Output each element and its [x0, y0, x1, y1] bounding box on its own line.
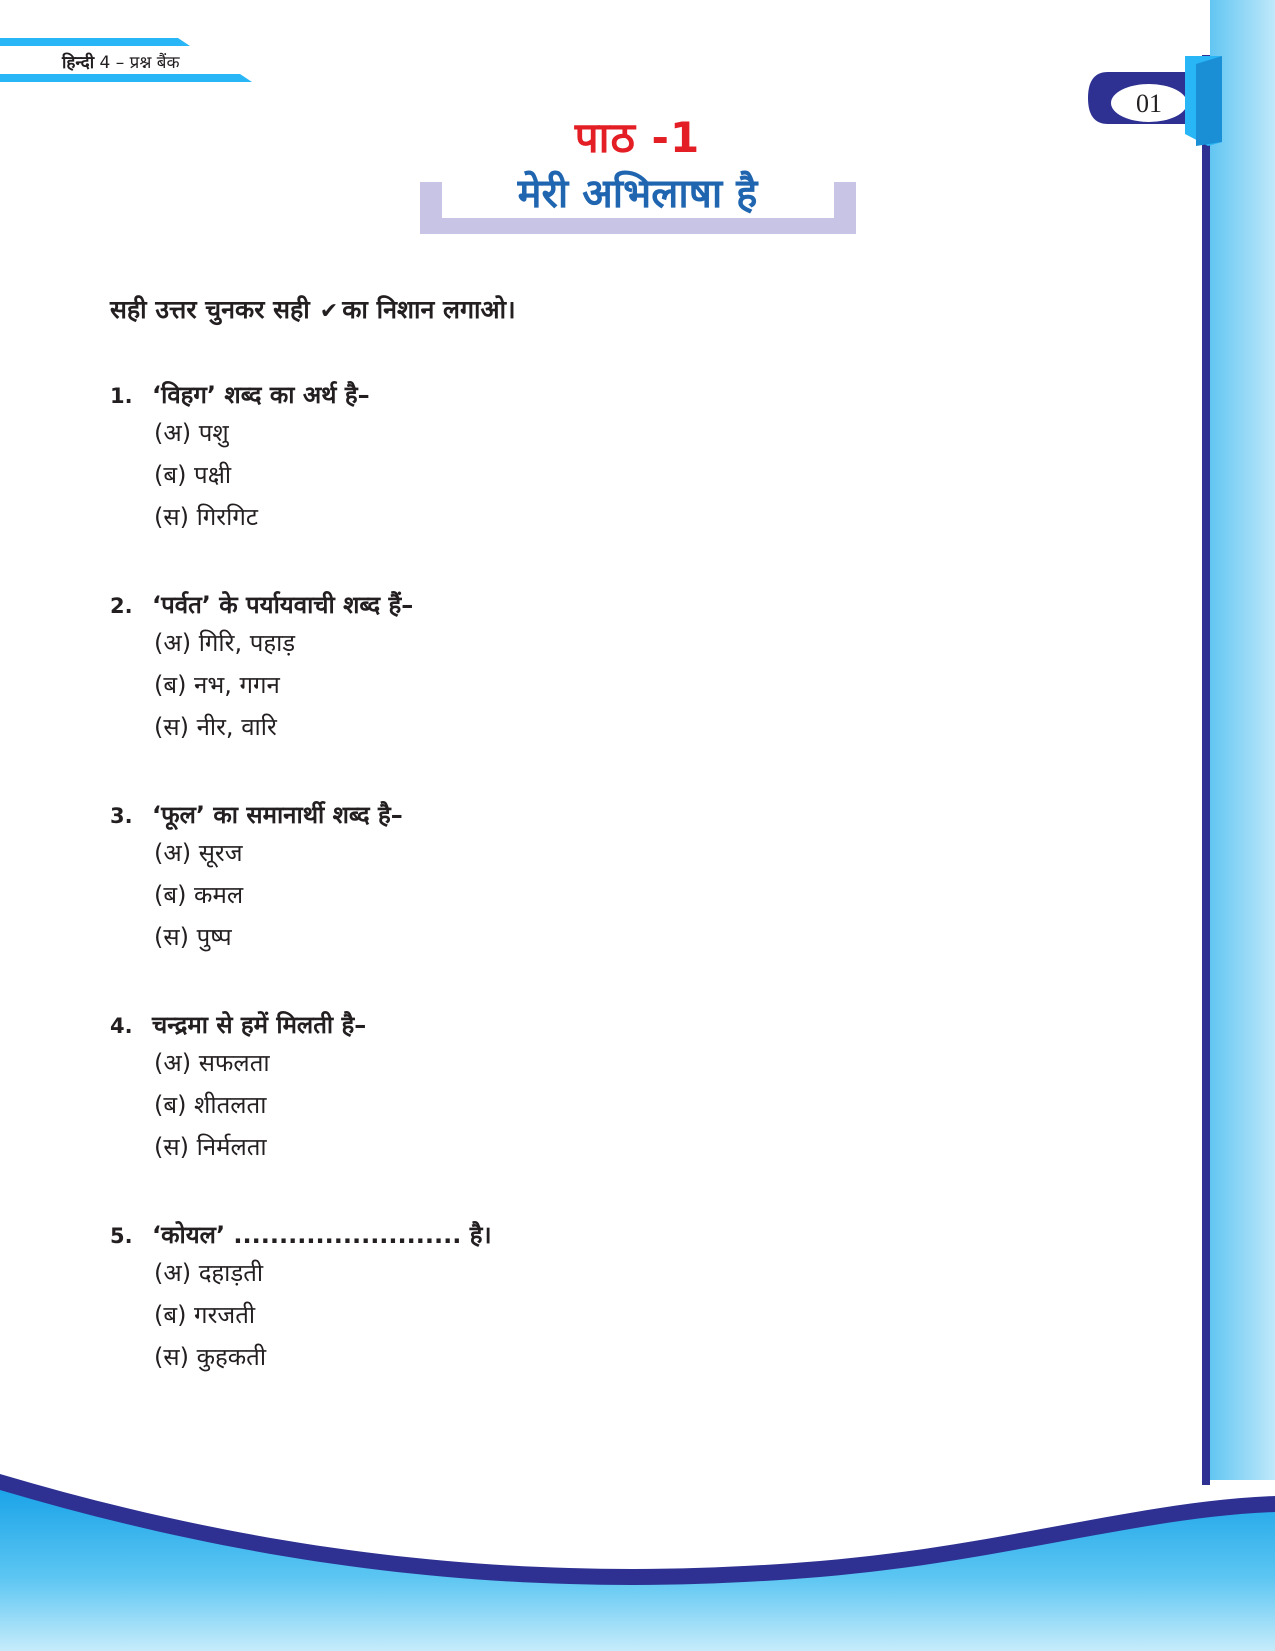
option-c[interactable]: (स) निर्मलता	[154, 1133, 267, 1161]
bottom-wave	[0, 1474, 1275, 1651]
option-b[interactable]: (ब) पक्षी	[154, 461, 232, 489]
right-side-panel	[1210, 0, 1275, 1480]
option-c[interactable]: (स) पुष्प	[154, 923, 232, 951]
page-number: 01	[1136, 89, 1162, 118]
question-2	[110, 588, 1110, 748]
option-a[interactable]: (अ) सूरज	[154, 839, 243, 867]
option-a[interactable]: (अ) दहाड़ती	[154, 1259, 264, 1287]
option-c[interactable]: (स) नीर, वारि	[154, 713, 277, 741]
book-title: हिन्दी	[62, 53, 95, 73]
option-b[interactable]: (ब) गरजती	[154, 1301, 256, 1329]
question-text: ‘कोयल’ ......................... है।	[152, 1221, 492, 1249]
option-c[interactable]: (स) गिरगिट	[154, 503, 258, 531]
question-5	[110, 1218, 1110, 1378]
question-number: 4.	[110, 1014, 133, 1038]
instruction-text-start: सही उत्तर चुनकर सही	[110, 295, 310, 324]
question-line	[110, 798, 1110, 832]
question-text: चन्द्रमा से हमें मिलती है–	[152, 1011, 367, 1039]
option-a[interactable]: (अ) पशु	[154, 419, 229, 447]
question-number: 3.	[110, 804, 133, 828]
option-b[interactable]: (ब) शीतलता	[154, 1091, 267, 1119]
instruction	[110, 292, 516, 326]
question-text: ‘विहग’ शब्द का अर्थ है–	[152, 381, 370, 409]
question-4	[110, 1008, 1110, 1168]
option-b[interactable]: (ब) कमल	[154, 881, 244, 909]
question-number: 1.	[110, 384, 133, 408]
question-text: ‘फूल’ का समानार्थी शब्द है–	[152, 801, 403, 829]
lesson-title: मेरी अभिलाषा है	[517, 171, 758, 217]
question-text: ‘पर्वत’ के पर्यायवाची शब्द हैं–	[152, 591, 414, 619]
lesson-number: पाठ -1	[574, 113, 701, 162]
question-number: 5.	[110, 1224, 133, 1248]
question-line	[110, 1218, 1110, 1252]
question-number: 2.	[110, 594, 133, 618]
option-a[interactable]: (अ) गिरि, पहाड़	[154, 629, 296, 657]
check-mark-icon: ✔	[319, 299, 339, 324]
instruction-text-end: का निशान लगाओ।	[342, 295, 516, 324]
question-3	[110, 798, 1110, 958]
running-header	[62, 50, 180, 73]
right-navy-bar	[1202, 55, 1210, 1485]
option-a[interactable]: (अ) सफलता	[154, 1049, 270, 1077]
question-line	[110, 1008, 1110, 1042]
book-subtitle: 4 – प्रश्न बैंक	[99, 53, 180, 73]
question-line	[110, 378, 1110, 412]
option-b[interactable]: (ब) नभ, गगन	[154, 671, 280, 699]
option-c[interactable]: (स) कुहकती	[154, 1343, 267, 1371]
question-line	[110, 588, 1110, 622]
question-1	[110, 378, 1110, 538]
